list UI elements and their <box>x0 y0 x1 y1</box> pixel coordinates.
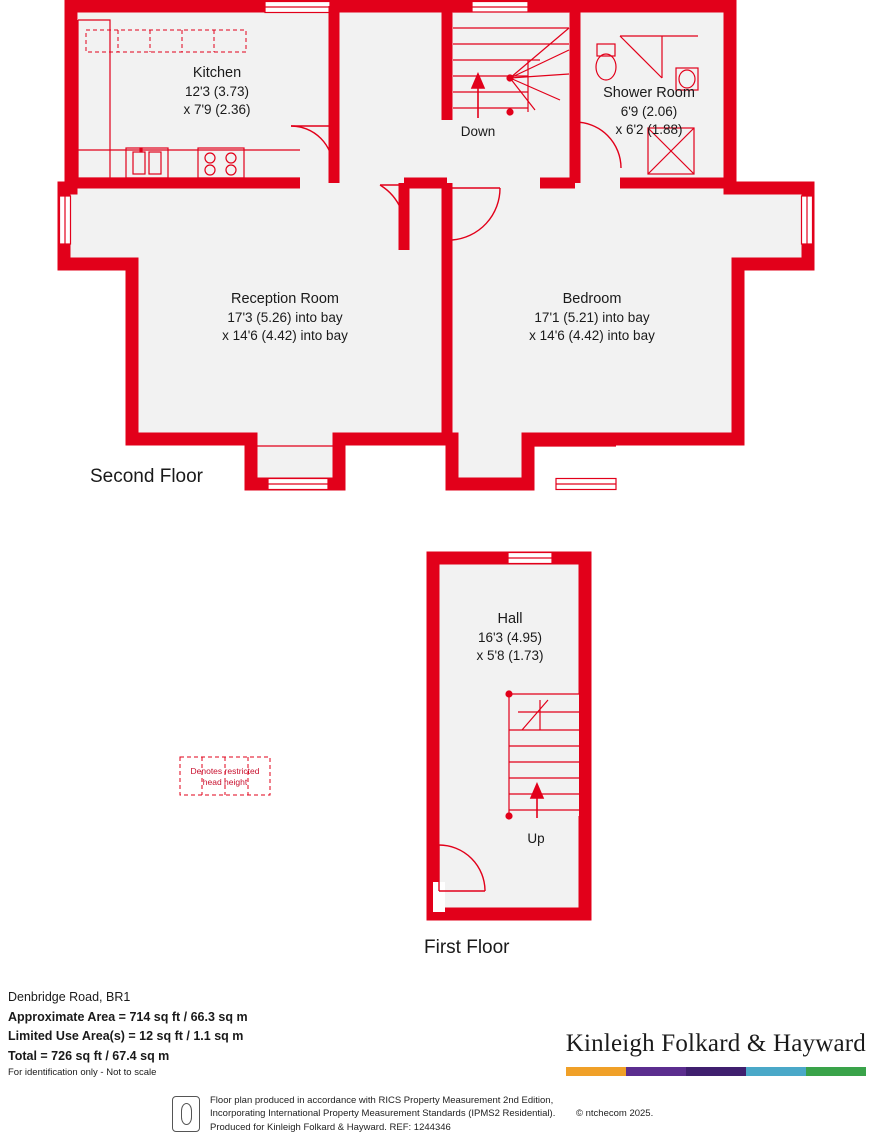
brand-name: Kinleigh Folkard & Hayward <box>565 1030 866 1057</box>
room-label-bedroom <box>472 290 712 345</box>
room-dim-1: 17'3 (5.26) into bay <box>227 310 343 326</box>
room-dim-2: x 6'2 (1.88) <box>615 121 683 137</box>
summary-limited-area: Limited Use Area(s) = 12 sq ft / 1.1 sq m <box>8 1029 244 1043</box>
compliance-line-3: Produced for Kinleigh Folkard & Hayward. REF: 1244346 <box>210 1121 451 1133</box>
brand-color-bar <box>566 1067 866 1076</box>
room-label-shower-room <box>560 84 738 139</box>
brand-swatch-purple <box>626 1067 686 1076</box>
room-dim-1: 12'3 (3.73) <box>184 84 250 100</box>
restricted-line-1: Denotes restricted <box>190 766 260 776</box>
compliance-line-2 <box>210 1107 653 1120</box>
brand-swatch-darkpurple <box>686 1067 746 1076</box>
first-floor-plan <box>433 552 585 914</box>
second-floor-staircase <box>453 12 569 118</box>
room-name: Reception Room <box>231 291 339 307</box>
summary-disclaimer: For identification only - Not to scale <box>8 1067 157 1078</box>
first-floor-staircase <box>505 690 579 819</box>
compliance-copyright: © ntchecom 2025. <box>575 1108 654 1120</box>
restricted-line-2: head height <box>202 776 248 787</box>
compliance-text <box>210 1094 653 1134</box>
brand-swatch-blue <box>746 1067 806 1076</box>
restricted-head-height-label <box>180 766 270 787</box>
summary-approx-area: Approximate Area = 714 sq ft / 66.3 sq m <box>8 1009 248 1024</box>
room-dim-1: 6'9 (2.06) <box>620 104 678 120</box>
room-dim-2: x 5'8 (1.73) <box>476 647 544 663</box>
room-name: Bedroom <box>562 291 622 307</box>
stair-direction-down: Down <box>460 124 496 139</box>
rics-badge-icon <box>172 1096 200 1132</box>
room-label-hall <box>425 610 595 665</box>
room-name: Hall <box>497 611 523 627</box>
summary-total-area: Total = 726 sq ft / 67.4 sq m <box>8 1048 170 1063</box>
room-dim-2: x 14'6 (4.42) into bay <box>529 327 655 343</box>
room-dim-1: 16'3 (4.95) <box>477 630 543 646</box>
room-dim-2: x 7'9 (2.36) <box>183 101 251 117</box>
room-label-kitchen <box>133 64 301 119</box>
room-dim-2: x 14'6 (4.42) into bay <box>222 327 348 343</box>
compliance-line-2-text: Incorporating International Property Measurement Standards (IPMS2 Residential). <box>210 1108 556 1120</box>
room-label-reception-room <box>165 290 405 345</box>
floor-title-first: First Floor <box>424 937 510 958</box>
brand-swatch-green <box>806 1067 866 1076</box>
brand-swatch-orange <box>566 1067 626 1076</box>
stair-direction-up: Up <box>527 831 545 846</box>
room-dim-1: 17'1 (5.21) into bay <box>534 310 650 326</box>
area-summary <box>8 988 248 1081</box>
floor-title-second: Second Floor <box>90 466 204 487</box>
summary-address: Denbridge Road, BR1 <box>8 990 131 1004</box>
room-name: Shower Room <box>603 85 695 101</box>
room-name: Kitchen <box>192 65 242 81</box>
compliance-line-1: Floor plan produced in accordance with RICS Property Measurement 2nd Edition, <box>210 1095 554 1106</box>
